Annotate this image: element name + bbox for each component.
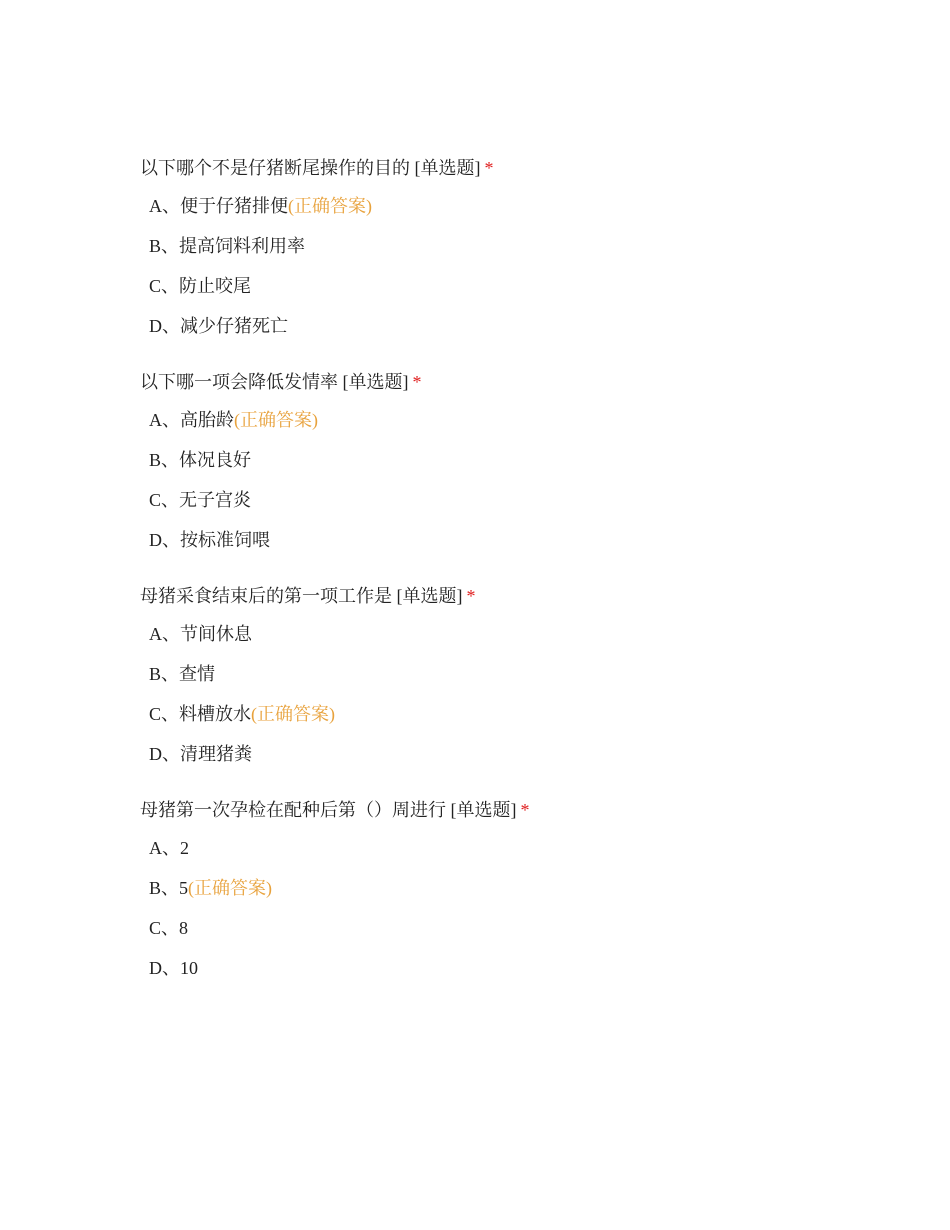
- option-text: A、2: [149, 838, 189, 858]
- question-text: 以下哪一项会降低发情率 [单选题]: [140, 372, 409, 392]
- option-text: D、减少仔猪死亡: [149, 316, 288, 336]
- question-title: [140, 369, 900, 395]
- option-d: [140, 741, 900, 767]
- option-text: C、8: [149, 918, 189, 938]
- option-c: [140, 915, 900, 941]
- question-title: [140, 155, 900, 181]
- correct-answer-tag: (正确答案): [288, 196, 372, 216]
- option-text: D、按标准饲喂: [149, 530, 270, 550]
- option-a: [140, 621, 900, 647]
- required-asterisk: *: [466, 586, 476, 606]
- option-d: [140, 955, 900, 981]
- option-a: [140, 835, 900, 861]
- question-3: [140, 583, 900, 767]
- option-text: C、防止咬尾: [149, 276, 252, 296]
- option-text: D、10: [149, 958, 198, 978]
- option-text: C、无子宫炎: [149, 490, 252, 510]
- quiz-document: [140, 155, 900, 1011]
- question-4: [140, 797, 900, 981]
- question-title: [140, 797, 900, 823]
- question-1: [140, 155, 900, 339]
- option-c: [140, 487, 900, 513]
- question-text: 母猪采食结束后的第一项工作是 [单选题]: [140, 586, 463, 606]
- option-text: B、提高饲料利用率: [149, 236, 306, 256]
- question-text: 母猪第一次孕检在配种后第（）周进行 [单选题]: [140, 800, 517, 820]
- option-c: [140, 701, 900, 727]
- option-a: [140, 193, 900, 219]
- question-text: 以下哪个不是仔猪断尾操作的目的 [单选题]: [140, 158, 481, 178]
- option-d: [140, 313, 900, 339]
- option-b: [140, 875, 900, 901]
- option-text: B、查情: [149, 664, 216, 684]
- required-asterisk: *: [520, 800, 530, 820]
- option-text: B、5: [149, 878, 189, 898]
- question-2: [140, 369, 900, 553]
- correct-answer-tag: (正确答案): [251, 704, 336, 724]
- option-b: [140, 661, 900, 687]
- correct-answer-tag: (正确答案): [188, 878, 273, 898]
- option-text: D、清理猪粪: [149, 744, 252, 764]
- question-title: [140, 583, 900, 609]
- option-d: [140, 527, 900, 553]
- option-b: [140, 233, 900, 259]
- option-a: [140, 407, 900, 433]
- option-b: [140, 447, 900, 473]
- required-asterisk: *: [412, 372, 422, 392]
- option-text: C、料槽放水: [149, 704, 252, 724]
- option-c: [140, 273, 900, 299]
- required-asterisk: *: [484, 158, 494, 178]
- option-text: A、便于仔猪排便: [149, 196, 288, 216]
- option-text: B、体况良好: [149, 450, 252, 470]
- option-text: A、节间休息: [149, 624, 252, 644]
- correct-answer-tag: (正确答案): [234, 410, 318, 430]
- option-text: A、高胎龄: [149, 410, 234, 430]
